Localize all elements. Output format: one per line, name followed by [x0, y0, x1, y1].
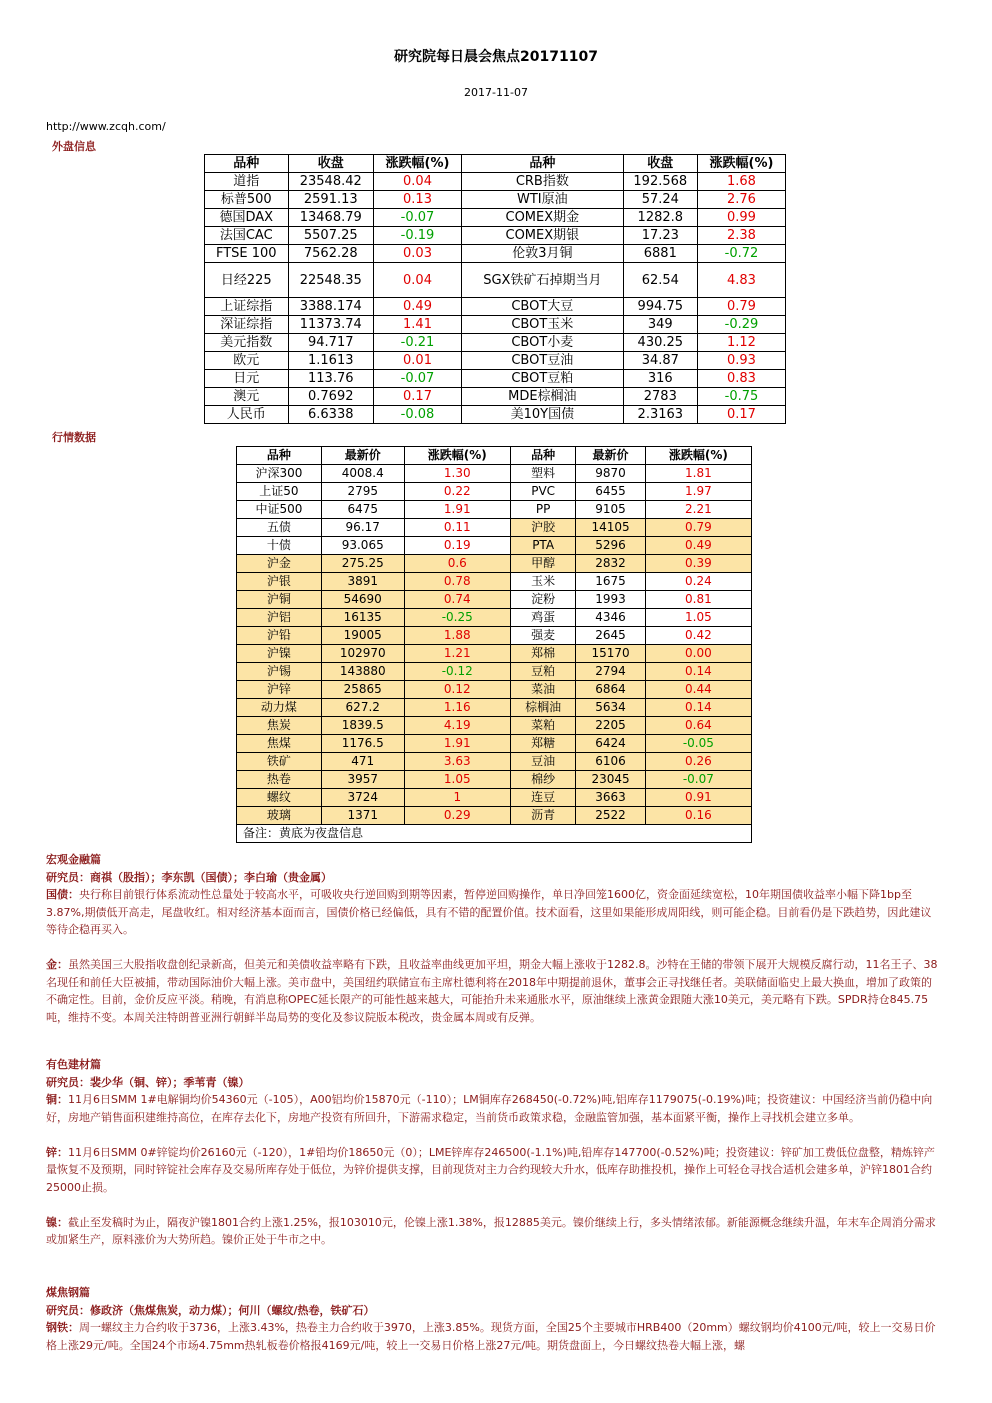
- overseas-header-4: 收盘: [623, 155, 697, 173]
- table-row: [205, 209, 786, 227]
- table-cell: 沪铅: [237, 627, 322, 645]
- table-cell: 93.065: [321, 537, 404, 555]
- table-cell: 192.568: [623, 173, 697, 191]
- table-row: [205, 370, 786, 388]
- market-header-5: 涨跌幅(%): [645, 447, 751, 465]
- table-cell: 1.30: [404, 465, 510, 483]
- table-cell: CBOT玉米: [462, 316, 624, 334]
- table-cell: 沪银: [237, 573, 322, 591]
- table-cell: 沪锌: [237, 681, 322, 699]
- table-cell: 2.76: [697, 191, 785, 209]
- table-cell: 1176.5: [321, 735, 404, 753]
- table-cell: -0.07: [373, 209, 461, 227]
- table-cell: 0.14: [645, 699, 751, 717]
- table-cell: 0.49: [373, 298, 461, 316]
- table-cell: 6881: [623, 245, 697, 263]
- table-cell: 日元: [205, 370, 289, 388]
- table-cell: 316: [623, 370, 697, 388]
- table-cell: 4.19: [404, 717, 510, 735]
- table-cell: 豆油: [510, 753, 576, 771]
- table-row: [237, 681, 752, 699]
- table-cell: 美10Y国债: [462, 406, 624, 424]
- table-row: [237, 699, 752, 717]
- market-header-2: 涨跌幅(%): [404, 447, 510, 465]
- table-cell: 430.25: [623, 334, 697, 352]
- table-cell: 143880: [321, 663, 404, 681]
- table-row: [205, 298, 786, 316]
- table-row: [237, 501, 752, 519]
- table-cell: 玻璃: [237, 807, 322, 825]
- table-cell: 沪镍: [237, 645, 322, 663]
- table-cell: -0.08: [373, 406, 461, 424]
- table-cell: 法国CAC: [205, 227, 289, 245]
- table-cell: 4346: [576, 609, 645, 627]
- table-cell: 上证综指: [205, 298, 289, 316]
- table-cell: 3.63: [404, 753, 510, 771]
- table-cell: 热卷: [237, 771, 322, 789]
- table-cell: 94.717: [288, 334, 373, 352]
- table-row: [237, 465, 752, 483]
- table-cell: 0.44: [645, 681, 751, 699]
- table-cell: 0.01: [373, 352, 461, 370]
- table-row: [205, 334, 786, 352]
- table-cell: 6424: [576, 735, 645, 753]
- table-cell: 深证综指: [205, 316, 289, 334]
- table-row: [205, 191, 786, 209]
- table-cell: 1.91: [404, 735, 510, 753]
- table-cell: 连豆: [510, 789, 576, 807]
- table-row: [205, 352, 786, 370]
- table-cell: 0.78: [404, 573, 510, 591]
- table-cell: 9870: [576, 465, 645, 483]
- table-cell: 96.17: [321, 519, 404, 537]
- table-cell: 澳元: [205, 388, 289, 406]
- gold-label: 金：: [46, 958, 68, 971]
- table-note-row: [237, 825, 752, 843]
- table-cell: 菜油: [510, 681, 576, 699]
- table-row: [237, 645, 752, 663]
- cu-paragraph: [46, 1091, 942, 1126]
- table-cell: 2.3163: [623, 406, 697, 424]
- table-cell: 102970: [321, 645, 404, 663]
- overseas-header-0: 品种: [205, 155, 289, 173]
- table-cell: 4.83: [697, 263, 785, 298]
- table-cell: 2645: [576, 627, 645, 645]
- table-cell: 0.24: [645, 573, 751, 591]
- table-cell: PP: [510, 501, 576, 519]
- overseas-header-3: 品种: [462, 155, 624, 173]
- table-cell: 13468.79: [288, 209, 373, 227]
- table-cell: 0.13: [373, 191, 461, 209]
- coal-head: 煤焦钢篇: [46, 1286, 90, 1299]
- table-cell: 0.12: [404, 681, 510, 699]
- table-cell: 鸡蛋: [510, 609, 576, 627]
- table-cell: 伦敦3月铜: [462, 245, 624, 263]
- table-cell: 34.87: [623, 352, 697, 370]
- table-cell: 1.91: [404, 501, 510, 519]
- table-row: [237, 627, 752, 645]
- table-cell: 1.88: [404, 627, 510, 645]
- table-cell: 14105: [576, 519, 645, 537]
- table-cell: 5634: [576, 699, 645, 717]
- zn-label: 锌：: [46, 1145, 68, 1159]
- table-cell: -0.12: [404, 663, 510, 681]
- gold-text: 虽然美国三大股指收盘创纪录新高，但美元和美债收益率略有下跌，且收益率曲线更加平坦，期金大幅上涨收于1282.8。沙特在王储的带领下展开大规模反腐行动，11名王子、38名现任和前任大臣被捕，带动国际油价大幅上涨。美市盘中，美国纽约联储宣布主席杜德利将在2018年中期提前退休，董事会正寻找继任者。美联储面临史上最大换血，增加了政策的不确定性。目前，金价反应平淡。稍晚，有消息称OPEC延长限产的可能性越来越大，可能抬升未来通胀水平，原油继续上涨黄金跟随大涨10美元，美元略有下跌。SPDR持仓845.75吨，维持不变。本周关注特朗普亚洲行朝鲜半岛局势的变化及参议院版本税改，贵金属本周或有反弹。: [46, 958, 938, 1024]
- table-cell: 0.81: [645, 591, 751, 609]
- table-cell: 2.21: [645, 501, 751, 519]
- ni-label: 镍：: [46, 1215, 68, 1229]
- table-cell: WTI原油: [462, 191, 624, 209]
- cu-label: 铜：: [46, 1093, 68, 1106]
- table-cell: 0.11: [404, 519, 510, 537]
- table-cell: -0.25: [404, 609, 510, 627]
- table-cell: 9105: [576, 501, 645, 519]
- table-cell: 7562.28: [288, 245, 373, 263]
- table-cell: -0.05: [645, 735, 751, 753]
- table-cell: 上证50: [237, 483, 322, 501]
- table-cell: 4008.4: [321, 465, 404, 483]
- table-cell: -0.07: [645, 771, 751, 789]
- table-row: [237, 663, 752, 681]
- table-cell: 6475: [321, 501, 404, 519]
- table-cell: 2795: [321, 483, 404, 501]
- table-cell: 16135: [321, 609, 404, 627]
- table-cell: 郑棉: [510, 645, 576, 663]
- table-cell: 275.25: [321, 555, 404, 573]
- table-cell: 0.79: [697, 298, 785, 316]
- market-header-3: 品种: [510, 447, 576, 465]
- section-overseas: 外盘信息: [52, 140, 96, 153]
- overseas-table: [204, 154, 786, 424]
- table-cell: 1.05: [645, 609, 751, 627]
- table-cell: MDE棕榈油: [462, 388, 624, 406]
- table-cell: 6.6338: [288, 406, 373, 424]
- table-cell: 0.6: [404, 555, 510, 573]
- table-cell: 棉纱: [510, 771, 576, 789]
- table-cell: CRB指数: [462, 173, 624, 191]
- table-cell: 标普500: [205, 191, 289, 209]
- table-row: [205, 227, 786, 245]
- table-cell: 6455: [576, 483, 645, 501]
- table-cell: 0.64: [645, 717, 751, 735]
- table-cell: PTA: [510, 537, 576, 555]
- table-cell: CBOT豆粕: [462, 370, 624, 388]
- table-cell: CBOT小麦: [462, 334, 624, 352]
- table-row: [205, 245, 786, 263]
- night-session-note: 备注：黄底为夜盘信息: [237, 825, 752, 843]
- bond-text: 央行称目前银行体系流动性总量处于较高水平，可吸收央行逆回购到期等因素，暂停逆回购操作，单日净回笼1600亿，资金面延续宽松，10年期国债收益率小幅下降1bp至3.87%,期债低开高走，尾盘收红。相对经济基本面而言，国债价格已经偏低，具有不错的配置价值。技术面看，这里如果能形成周阳线，则可能企稳。目前看仍是下跌趋势，因此建议等待企稳再买入。: [46, 888, 932, 936]
- macro-head: 宏观金融篇: [46, 853, 101, 866]
- table-cell: 十债: [237, 537, 322, 555]
- table-cell: 棕榈油: [510, 699, 576, 717]
- overseas-header-2: 涨跌幅(%): [373, 155, 461, 173]
- table-cell: -0.21: [373, 334, 461, 352]
- table-cell: 沪胶: [510, 519, 576, 537]
- table-cell: 23045: [576, 771, 645, 789]
- bond-paragraph: [46, 886, 942, 939]
- table-cell: CBOT豆油: [462, 352, 624, 370]
- table-cell: 5507.25: [288, 227, 373, 245]
- table-row: [237, 573, 752, 591]
- overseas-header-1: 收盘: [288, 155, 373, 173]
- table-cell: 0.17: [697, 406, 785, 424]
- table-cell: 沪深300: [237, 465, 322, 483]
- table-cell: 0.91: [645, 789, 751, 807]
- table-cell: 0.22: [404, 483, 510, 501]
- table-cell: 玉米: [510, 573, 576, 591]
- table-cell: 1.05: [404, 771, 510, 789]
- table-cell: 铁矿: [237, 753, 322, 771]
- steel-text: 周一螺纹主力合约收于3736，上涨3.43%，热卷主力合约收于3970，上涨3.85%。现货方面，全国25个主要城市HRB400（20mm）螺纹钢均价4100元/吨，较上一交易日价格上涨29元/吨。全国24个市场4.75mm热轧板卷价格报4169元/吨，较上一交易日价格上涨27元/吨。期货盘面上，今日螺纹热卷大幅上涨，螺: [46, 1321, 936, 1352]
- website-link[interactable]: http://www.zcqh.com/: [46, 120, 166, 133]
- section-market: 行情数据: [52, 431, 96, 444]
- table-cell: 焦煤: [237, 735, 322, 753]
- macro-section: [46, 851, 942, 1026]
- table-cell: 3957: [321, 771, 404, 789]
- table-cell: 塑料: [510, 465, 576, 483]
- table-row: [237, 789, 752, 807]
- table-cell: 0.14: [645, 663, 751, 681]
- table-cell: -0.72: [697, 245, 785, 263]
- table-row: [205, 316, 786, 334]
- table-cell: 17.23: [623, 227, 697, 245]
- table-cell: 甲醇: [510, 555, 576, 573]
- table-cell: 0.26: [645, 753, 751, 771]
- table-row: [237, 537, 752, 555]
- table-cell: 1.97: [645, 483, 751, 501]
- table-cell: 0.79: [645, 519, 751, 537]
- table-cell: 0.04: [373, 173, 461, 191]
- table-cell: 19005: [321, 627, 404, 645]
- table-row: [237, 807, 752, 825]
- table-row: [237, 483, 752, 501]
- table-cell: 沥青: [510, 807, 576, 825]
- table-cell: CBOT大豆: [462, 298, 624, 316]
- table-cell: COMEX期金: [462, 209, 624, 227]
- metals-head: 有色建材篇: [46, 1058, 101, 1071]
- table-cell: 2522: [576, 807, 645, 825]
- table-cell: 中证500: [237, 501, 322, 519]
- table-cell: 德国DAX: [205, 209, 289, 227]
- table-cell: 54690: [321, 591, 404, 609]
- table-cell: 1282.8: [623, 209, 697, 227]
- table-cell: 2832: [576, 555, 645, 573]
- table-cell: 1.41: [373, 316, 461, 334]
- table-cell: 349: [623, 316, 697, 334]
- table-cell: 0.42: [645, 627, 751, 645]
- table-cell: 11373.74: [288, 316, 373, 334]
- bond-label: 国债：: [46, 888, 79, 901]
- table-cell: 3388.174: [288, 298, 373, 316]
- table-cell: 23548.42: [288, 173, 373, 191]
- table-cell: 3724: [321, 789, 404, 807]
- table-cell: 0.93: [697, 352, 785, 370]
- table-cell: 道指: [205, 173, 289, 191]
- table-cell: 0.39: [645, 555, 751, 573]
- table-cell: 1.1613: [288, 352, 373, 370]
- table-cell: 1371: [321, 807, 404, 825]
- table-cell: -0.19: [373, 227, 461, 245]
- table-cell: 627.2: [321, 699, 404, 717]
- table-row: [237, 771, 752, 789]
- table-cell: 沪金: [237, 555, 322, 573]
- table-cell: 1.12: [697, 334, 785, 352]
- table-cell: 15170: [576, 645, 645, 663]
- table-row: [237, 753, 752, 771]
- table-cell: 6864: [576, 681, 645, 699]
- table-cell: 螺纹: [237, 789, 322, 807]
- table-cell: 焦炭: [237, 717, 322, 735]
- table-cell: 3891: [321, 573, 404, 591]
- table-cell: 人民币: [205, 406, 289, 424]
- table-row: [205, 388, 786, 406]
- table-cell: 0.49: [645, 537, 751, 555]
- table-row: [205, 263, 786, 298]
- macro-researchers: 研究员：商祺（股指）；李东凯（国债）；李白瑜（贵金属）: [46, 870, 332, 884]
- metals-section: [46, 1056, 942, 1249]
- table-cell: 0.00: [645, 645, 751, 663]
- table-cell: 1675: [576, 573, 645, 591]
- table-cell: SGX铁矿石掉期当月: [462, 263, 624, 298]
- market-header-0: 品种: [237, 447, 322, 465]
- table-cell: 22548.35: [288, 263, 373, 298]
- table-cell: 沪铝: [237, 609, 322, 627]
- table-cell: 2783: [623, 388, 697, 406]
- table-row: [237, 609, 752, 627]
- market-header-4: 最新价: [576, 447, 645, 465]
- table-cell: 0.17: [373, 388, 461, 406]
- table-cell: -0.29: [697, 316, 785, 334]
- table-cell: 欧元: [205, 352, 289, 370]
- table-cell: -0.07: [373, 370, 461, 388]
- table-cell: 1.68: [697, 173, 785, 191]
- steel-paragraph: [46, 1319, 942, 1354]
- table-cell: 0.04: [373, 263, 461, 298]
- table-cell: 1839.5: [321, 717, 404, 735]
- steel-label: 钢铁：: [46, 1321, 79, 1334]
- table-cell: 美元指数: [205, 334, 289, 352]
- table-row: [237, 591, 752, 609]
- table-cell: 郑糖: [510, 735, 576, 753]
- table-row: [237, 717, 752, 735]
- table-cell: 1.81: [645, 465, 751, 483]
- table-cell: 0.99: [697, 209, 785, 227]
- table-cell: 2591.13: [288, 191, 373, 209]
- table-cell: 日经225: [205, 263, 289, 298]
- table-cell: 1.16: [404, 699, 510, 717]
- table-row: [237, 555, 752, 573]
- market-header-1: 最新价: [321, 447, 404, 465]
- ni-text: 截止至发稿时为止，隔夜沪镍1801合约上涨1.25%，报103010元，伦镍上涨1.38%，报12885美元。镍价继续上行，多头情绪浓郁。新能源概念继续升温，年末车企周消分需求或加紧生产，原料涨价为大势所趋。镍价正处于牛市之中。: [46, 1215, 936, 1246]
- table-row: [237, 519, 752, 537]
- table-cell: 五债: [237, 519, 322, 537]
- table-cell: 0.03: [373, 245, 461, 263]
- table-cell: 2.38: [697, 227, 785, 245]
- table-cell: 5296: [576, 537, 645, 555]
- table-cell: 6106: [576, 753, 645, 771]
- table-cell: 3663: [576, 789, 645, 807]
- table-cell: 25865: [321, 681, 404, 699]
- table-cell: 0.74: [404, 591, 510, 609]
- table-cell: 1.21: [404, 645, 510, 663]
- table-cell: 2794: [576, 663, 645, 681]
- table-cell: 471: [321, 753, 404, 771]
- table-cell: 豆粕: [510, 663, 576, 681]
- table-cell: 113.76: [288, 370, 373, 388]
- table-row: [205, 406, 786, 424]
- market-table: [236, 446, 752, 843]
- table-cell: 沪锡: [237, 663, 322, 681]
- table-cell: PVC: [510, 483, 576, 501]
- report-date: 2017-11-07: [464, 86, 528, 99]
- table-cell: 0.19: [404, 537, 510, 555]
- table-cell: 淀粉: [510, 591, 576, 609]
- table-cell: FTSE 100: [205, 245, 289, 263]
- table-cell: 2205: [576, 717, 645, 735]
- coal-section: [46, 1284, 942, 1354]
- table-row: [205, 173, 786, 191]
- table-cell: 0.83: [697, 370, 785, 388]
- table-cell: 0.29: [404, 807, 510, 825]
- overseas-header-5: 涨跌幅(%): [697, 155, 785, 173]
- coal-researchers: 研究员：修政济（焦煤焦炭，动力煤）；何川（螺纹/热卷，铁矿石）: [46, 1303, 375, 1317]
- metals-researchers: 研究员：裴少华（铜、锌）；季苇青（镍）: [46, 1075, 250, 1089]
- table-cell: 强麦: [510, 627, 576, 645]
- table-cell: 动力煤: [237, 699, 322, 717]
- table-cell: 57.24: [623, 191, 697, 209]
- zn-paragraph: [46, 1144, 942, 1197]
- table-row: [237, 735, 752, 753]
- table-cell: COMEX期银: [462, 227, 624, 245]
- table-cell: 994.75: [623, 298, 697, 316]
- table-cell: -0.75: [697, 388, 785, 406]
- table-cell: 62.54: [623, 263, 697, 298]
- zn-text: 11月6日SMM 0#锌锭均价26160元（-120），1#铅均价18650元（0）；LME锌库存246500(-1.1%)吨,铅库存147700(-0.52%)吨；投资建议：锌矿加工费低位盘整，精炼锌产量恢复不及预期，同时锌锭社会库存及交易所库存处于低位，为锌价提供支撑，目前现货对主力合约现较大升水，低库存助推投机，操作上可轻仓寻找合适机会建多单，沪锌1801合约25000止损。: [46, 1145, 935, 1194]
- table-cell: 1: [404, 789, 510, 807]
- table-cell: 沪铜: [237, 591, 322, 609]
- cu-text: 11月6日SMM 1#电解铜均价54360元（-105），A00铝均价15870元（-110）；LM铜库存268450(-0.72%)吨,铝库存1179075(-0.19%)吨；投资建议：中国经济当前仍稳中向好，房地产销售面积建维持高位，在库存去化下，房地产投资有所回升，下游需求稳定，当前货币政策求稳，金融监管加强，基本面紧平衡，操作上寻找机会建立多单。: [46, 1093, 933, 1124]
- table-cell: 0.16: [645, 807, 751, 825]
- page-title: 研究院每日晨会焦点20171107: [394, 49, 598, 65]
- table-cell: 0.7692: [288, 388, 373, 406]
- table-cell: 1993: [576, 591, 645, 609]
- gold-paragraph: [46, 956, 942, 1026]
- ni-paragraph: [46, 1214, 942, 1249]
- table-cell: 菜粕: [510, 717, 576, 735]
